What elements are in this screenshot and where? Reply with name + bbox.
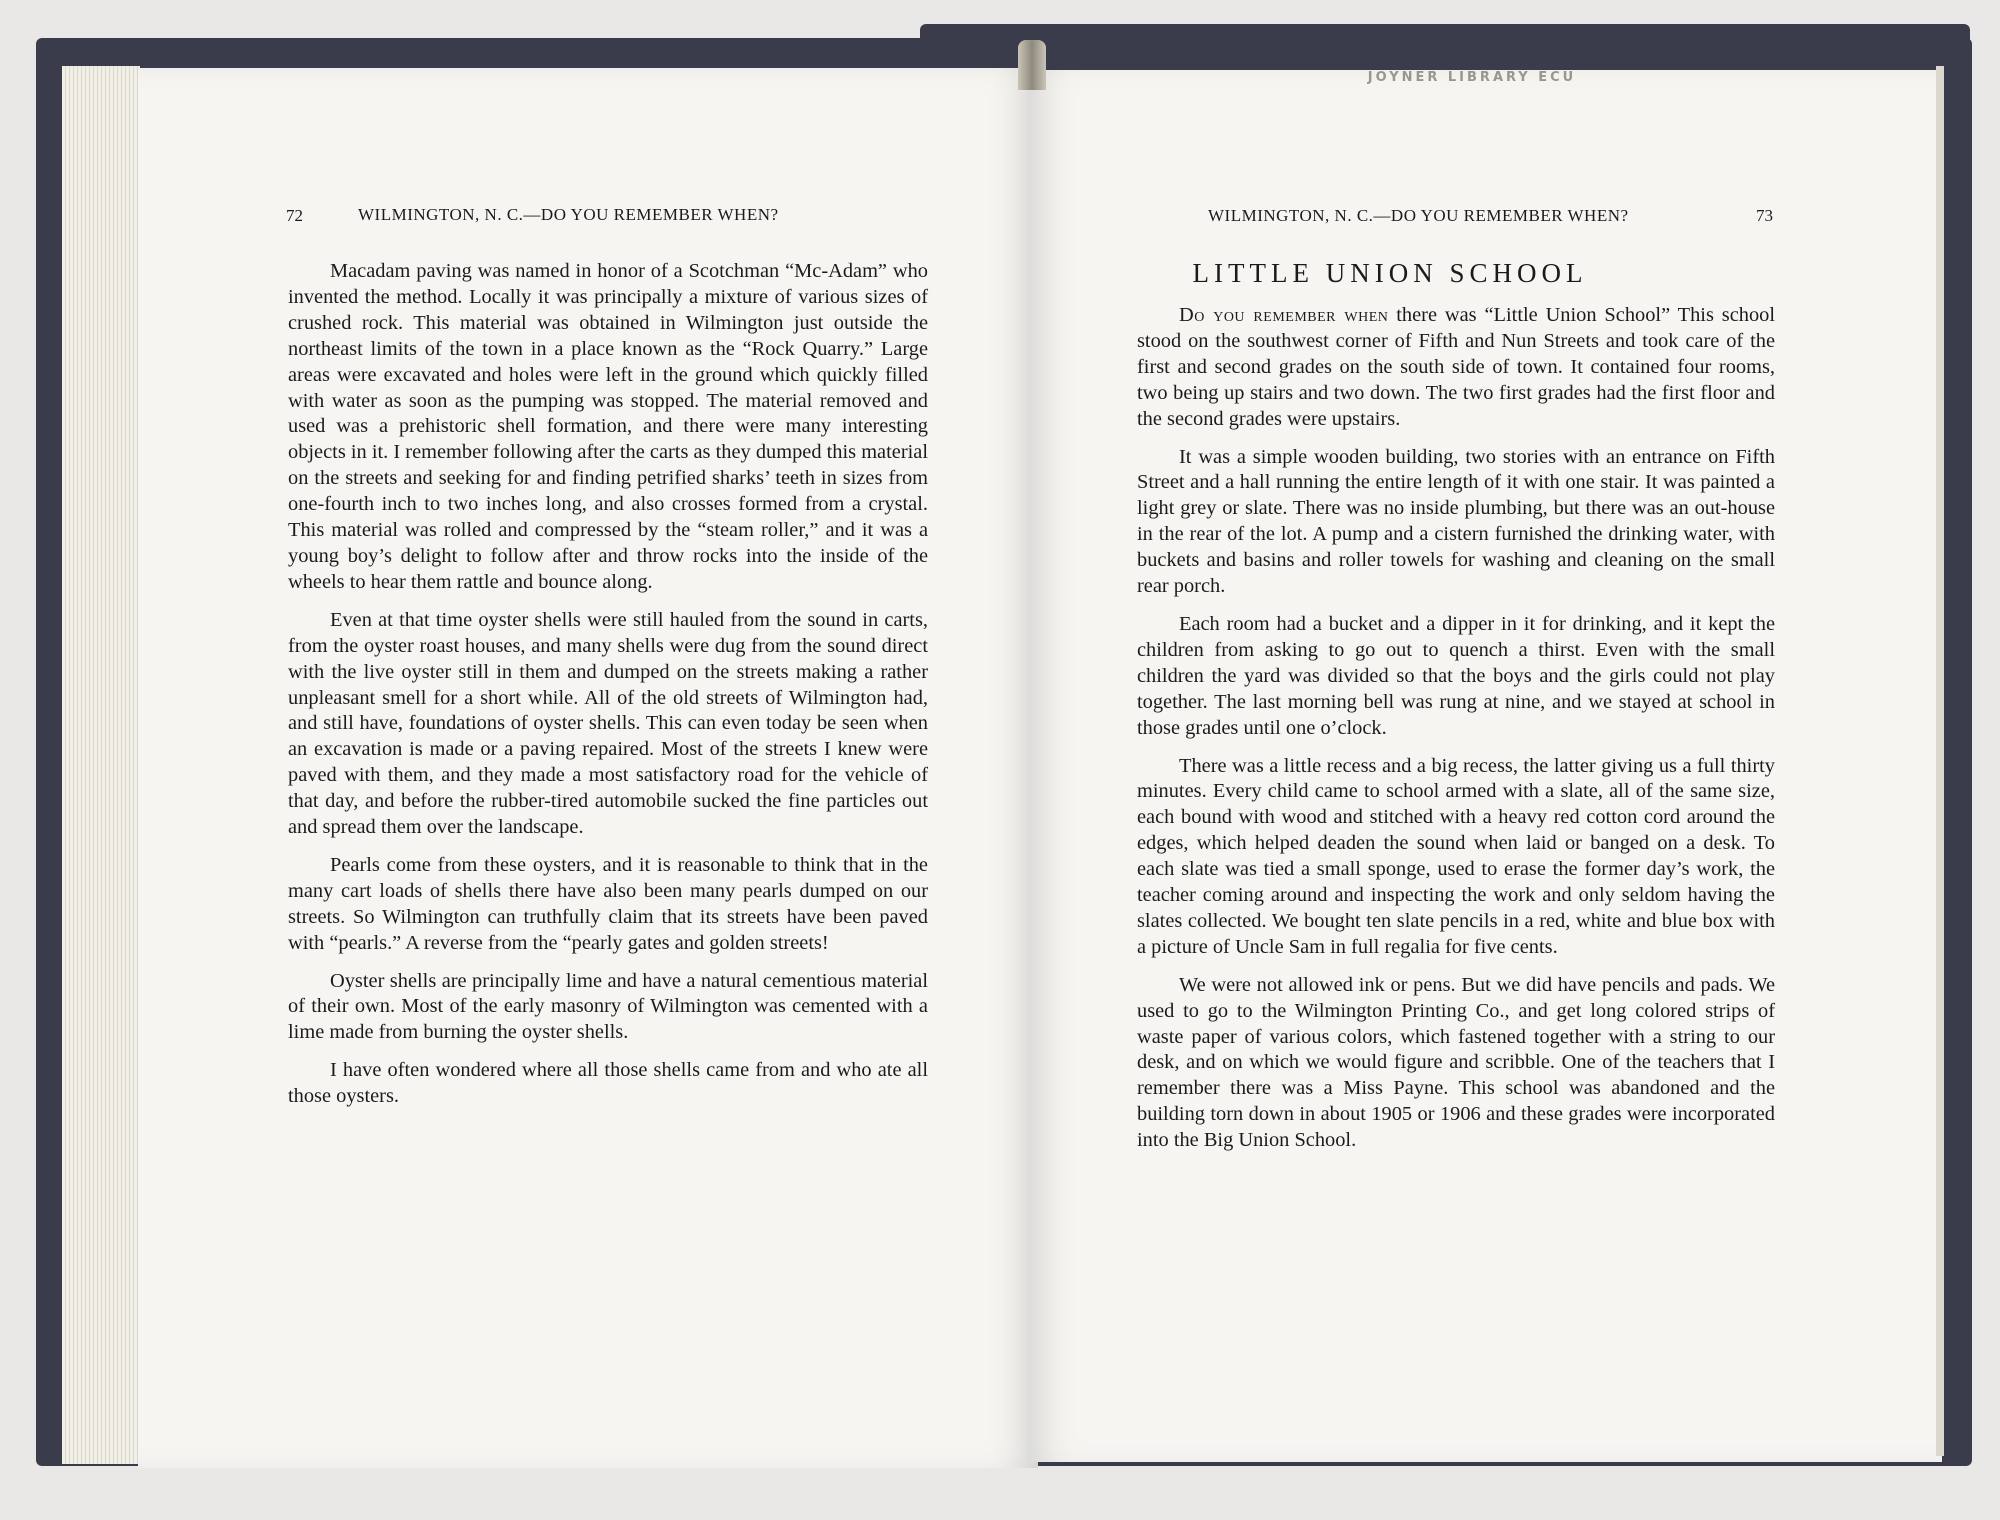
right-paragraph-1-text: there was “Little Union School” This school stood on the southwest corner of Fifth and Nun Streets and took care of the first and second grades on the south side of town. It contained four rooms, two being up stairs and two down. The two first grades had the first floor and the second grades were upstairs. xyxy=(1137,304,1776,430)
left-paragraph-1: Macadam paving was named in honor of a Scotchman “Mc-Adam” who invented the method. Locally it was principally a mixture of various sizes of crushed rock. This material was obtained in Wilmington just outside the northeast limits of the town in a place known as the “Rock Quarry.” Large areas were excavated and holes were left in the ground which quickly filled with water as soon as the pumping was stopped. The material removed and used was a prehistoric shell formation, and there were many interesting objects in it. I remember following after the carts as they dumped this material on the streets and seeking for and finding petrified sharks’ teeth in sizes from one-fourth inch to two inches long, and also crosses formed from a crystal. This material was rolled and compressed by the “steam roller,” and it was a young boy’s delight to follow after and throw rocks into the inside of the wheels to hear them rattle and bounce along. xyxy=(288,260,928,593)
right-page-number: 73 xyxy=(1756,206,1773,225)
right-page-stack-edge xyxy=(1936,66,1944,1456)
right-paragraph-5: We were not allowed ink or pens. But we did have pencils and pads. We used to go to the Wilmington Printing Co., and get long colored strips of waste paper of various colors, which fastened together with a string to our desk, and on which we would figure and scribble. One of the teachers that I remember there was a Miss Payne. This school was abandoned and the building torn down in about 1905 or 1906 and these grades were incorporated into the Big Union School. xyxy=(1137,973,1775,1152)
right-paragraph-2: It was a simple wooden building, two stories with an entrance on Fifth Street and a hall running the entire length of it with one stair. It was painted a light grey or slate. There was no inside plumbing, but there was an out-house in the rear of the lot. A pump and a cistern furnished the drinking water, with buckets and basins and roller towels for washing and cleaning on the small rear porch. xyxy=(1137,445,1775,598)
left-paragraph-5: I have often wondered where all those shells came from and who ate all those oysters. xyxy=(288,1059,928,1108)
left-paragraph-3: Pearls come from these oysters, and it is reasonable to think that in the many cart loads of shells there have also been many pearls dumped on our streets. So Wilmington can truthfully claim that its streets have been paved with “pearls.” A reverse from the “pearly gates and golden streets! xyxy=(288,853,928,954)
left-paragraph-2: Even at that time oyster shells were still hauled from the sound in carts, from the oyster roast houses, and many shells were dug from the sound direct with the live oyster still in them and dumped on the streets making a rather unpleasant smell for a short while. All of the old streets of Wilmington had, and still have, foundations of oyster shells. This can even today be seen when an excavation is made or a paving repaired. Most of the streets I knew were paved with them, and they made a most satisfactory road for the vehicle of that day, and before the rubber-tired automobile sucked the fine particles out and spread them over the landscape. xyxy=(288,608,928,839)
left-paragraph-4: Oyster shells are principally lime and have a natural cementious material of their own. Most of the early masonry of Wilmington was cemented with a lime made from burning the oyster shells. xyxy=(288,969,928,1044)
right-paragraph-4: There was a little recess and a big recess, the latter giving us a full thirty minutes. Every child came to school armed with a slate, all of the same size, each bound with wood and stitched with a heavy red cotton cord around the edges, which helped deaden the sound when laid or banged on a desk. To each slate was tied a small sponge, used to erase the former day’s work, the teacher coming around and inspecting the work and only seldom having the slates collected. We bought ten slate pencils in a red, white and blue box with a picture of Uncle Sam in full regalia for five cents. xyxy=(1137,754,1775,958)
left-page-body xyxy=(288,259,928,1122)
right-page-body xyxy=(1137,303,1775,1166)
lead-in: Do you remember when xyxy=(1179,304,1389,326)
right-running-head: WILMINGTON, N. C.—DO YOU REMEMBER WHEN? xyxy=(1208,206,1629,225)
book-spine-gutter xyxy=(1018,40,1046,90)
chapter-title: LITTLE UNION SCHOOL xyxy=(1192,258,1588,288)
right-paragraph-3: Each room had a bucket and a dipper in it for drinking, and it kept the children from asking to go out to quench a thirst. Even with the small children the yard was divided so that the boys and the girls could not play together. The last morning bell was rung at nine, and we stayed at school in those grades until one o’clock. xyxy=(1137,612,1775,739)
library-stamp: JOYNER LIBRARY ECU xyxy=(1367,70,1577,85)
left-page-number: 72 xyxy=(286,206,303,225)
left-running-head: WILMINGTON, N. C.—DO YOU REMEMBER WHEN? xyxy=(358,205,779,224)
right-paragraph-1 xyxy=(1137,303,1775,433)
page-stack-edge xyxy=(62,66,140,1464)
